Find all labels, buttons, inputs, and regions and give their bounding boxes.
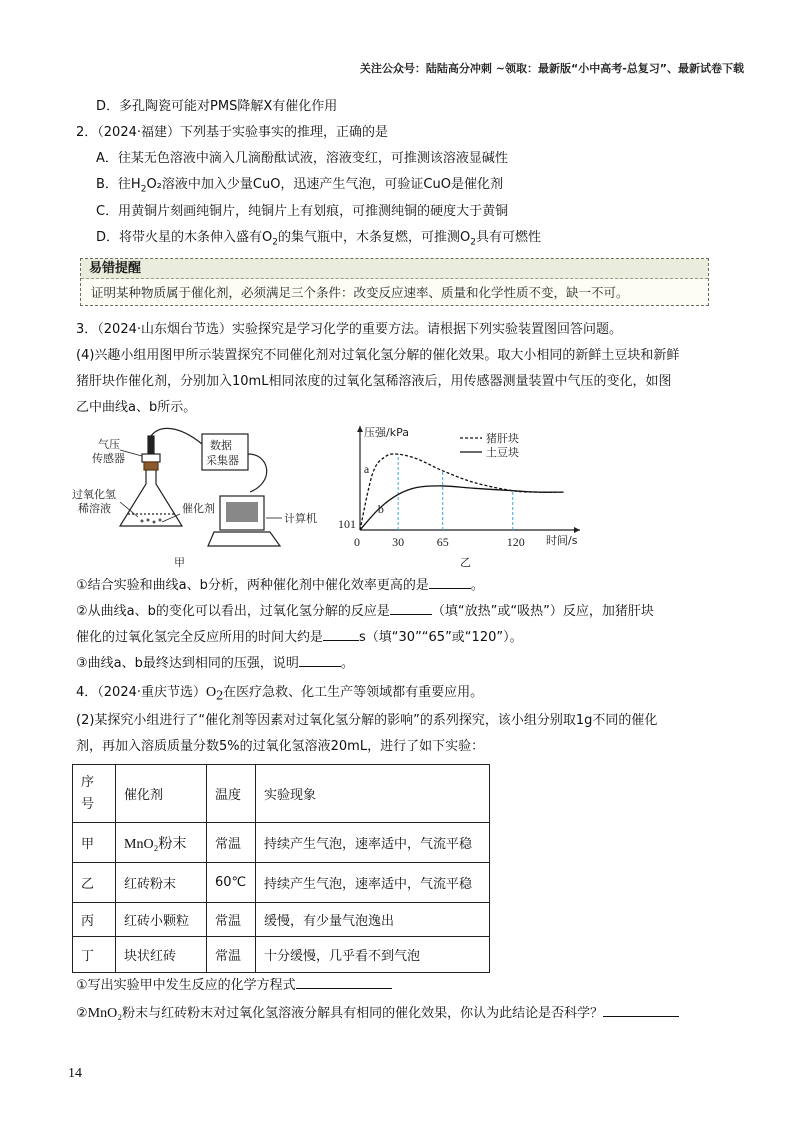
table-row bbox=[73, 937, 490, 973]
apparatus-diagram bbox=[120, 428, 282, 546]
caption-jia: 甲 bbox=[174, 556, 185, 569]
collector-cable bbox=[248, 454, 267, 492]
header-cell-phenomenon: 实验现象 bbox=[256, 765, 490, 823]
x-axis-label: 时间/s bbox=[546, 534, 578, 547]
q2-option-a: A．往某无色溶液中滴入几滴酚酞试液，溶液变红，可推测该溶液显碱性 bbox=[96, 151, 508, 166]
q3-sub1-text: ①结合实验和曲线a、b分析，两种催化剂中催化效率更高的是 bbox=[76, 578, 429, 593]
q3-p4-line3: 乙中曲线a、b所示。 bbox=[76, 400, 197, 415]
q4-sub2-pre: ② bbox=[76, 1006, 88, 1021]
table-row bbox=[73, 823, 490, 863]
catalyst-particles bbox=[141, 519, 162, 524]
q4-p2-line2: 剂，再加入溶质质量分数5%的过氧化氢溶液20mL，进行了如下实验： bbox=[76, 739, 485, 754]
cell-seq: 丁 bbox=[73, 937, 116, 973]
q2-option-b-pre: B．往H bbox=[96, 177, 141, 192]
q2-option-d-sub: 2 bbox=[272, 237, 278, 248]
q2-option-c: C．用黄铜片刻画纯铜片，纯铜片上有划痕，可推测纯铜的硬度大于黄铜 bbox=[96, 204, 509, 219]
tip-box bbox=[80, 258, 709, 306]
q4-stem bbox=[76, 684, 483, 706]
cell-seq: 丙 bbox=[73, 903, 116, 937]
q3-sub2-blank1[interactable] bbox=[390, 602, 432, 615]
sensor-head bbox=[142, 454, 160, 462]
q4-sub2-post: 粉末与红砖粉末对过氧化氢溶液分解具有相同的催化效果，你认为此结论是否科学？ bbox=[122, 1006, 604, 1021]
y-axis-label: 压强/kPa bbox=[364, 426, 409, 439]
q3-sub2-c: 催化的过氧化氢完全反应所用的时间大约是 bbox=[76, 630, 324, 645]
tip-title: 易错提醒 bbox=[81, 259, 708, 279]
legend-label: 土豆块 bbox=[486, 446, 519, 459]
cell-seq: 甲 bbox=[73, 823, 116, 863]
q4-sub2-blank[interactable] bbox=[603, 1004, 679, 1017]
x-tick-label: 65 bbox=[436, 535, 449, 549]
q4-o2: O bbox=[206, 685, 217, 700]
x-tick-label: 120 bbox=[506, 535, 525, 549]
q4-o2-sub: 2 bbox=[216, 688, 224, 704]
cell-temp: 常温 bbox=[207, 903, 256, 937]
page-number: 14 bbox=[68, 1066, 82, 1081]
cell-temp: 常温 bbox=[207, 823, 256, 863]
screen bbox=[226, 502, 258, 522]
q2-option-d bbox=[96, 229, 541, 252]
sensor-probe bbox=[148, 436, 154, 454]
q3-p4-line1: (4)兴趣小组用图甲所示装置探究不同催化剂对过氧化氢分解的催化效果。取大小相同的新鲜土豆块和新鲜 bbox=[76, 348, 680, 363]
q3-sub3-end: 。 bbox=[340, 656, 354, 671]
cell-phenomenon: 持续产生气泡，速率适中，气流平稳 bbox=[256, 823, 490, 863]
keyboard bbox=[208, 532, 280, 546]
page-header: 关注公众号：陆陆高分冲刺 ~领取：最新版“小中高考-总复习”、最新试卷下载 bbox=[359, 62, 744, 75]
header-cell-temp: 温度 bbox=[207, 765, 256, 823]
q2-option-d-pre: D．将带火星的木条伸入盛有O bbox=[96, 230, 273, 245]
q4-stem-post: 在医疗急救、化工生产等领域都有重要应用。 bbox=[223, 685, 484, 700]
q3-sub3-blank[interactable] bbox=[299, 654, 341, 667]
label-sensor-2: 传感器 bbox=[92, 452, 125, 465]
legend-label: 猪肝块 bbox=[486, 432, 519, 445]
q3-sub1-blank[interactable] bbox=[429, 576, 471, 589]
table-header-row bbox=[73, 765, 490, 823]
label-solution-2: 稀溶液 bbox=[78, 502, 111, 515]
experiment-table bbox=[72, 764, 490, 973]
label-sensor-1: 气压 bbox=[98, 438, 120, 451]
pressure-chart bbox=[338, 426, 580, 569]
q3-sub1-end: 。 bbox=[470, 578, 484, 593]
q2-option-d-sub2: 2 bbox=[470, 237, 476, 248]
x-axis-arrow bbox=[574, 527, 580, 533]
q4-sub2-mno2: MnO₂ bbox=[87, 1006, 123, 1021]
q1-option-d: D．多孔陶瓷可能对PMS降解X有催化作用 bbox=[96, 99, 338, 114]
cell-catalyst: 红砖小颗粒 bbox=[116, 903, 207, 937]
q4-sub2 bbox=[76, 1004, 679, 1023]
x-tick-label: 0 bbox=[354, 535, 360, 549]
figure bbox=[70, 422, 590, 572]
q3-sub2-d: s（填“30”“65”或“120”）。 bbox=[359, 630, 523, 645]
q3-sub1 bbox=[76, 576, 484, 595]
table-row bbox=[73, 863, 490, 903]
q4-sub1 bbox=[76, 976, 392, 995]
cell-seq: 乙 bbox=[73, 863, 116, 903]
reference-lines bbox=[398, 454, 513, 530]
caption-yi: 乙 bbox=[460, 556, 471, 569]
q3-sub2-line1 bbox=[76, 602, 654, 621]
q4-p2-line1: (2)某探究小组进行了“催化剂等因素对过氧化氢分解的影响”的系列探究，该小组分别取1g不同的催化 bbox=[76, 713, 658, 728]
q3-p4-line2: 猪肝块作催化剂，分别加入10mL相同浓度的过氧化氢稀溶液后，用传感器测量装置中气压的变化，如图 bbox=[76, 374, 672, 389]
q2-option-d-post: 具有可燃性 bbox=[475, 230, 541, 245]
solution-leader bbox=[120, 502, 138, 517]
cell-temp: 60℃ bbox=[207, 863, 256, 903]
cell-phenomenon: 缓慢，有少量气泡逸出 bbox=[256, 903, 490, 937]
label-computer: 计算机 bbox=[284, 512, 317, 525]
q4-sub1-blank[interactable] bbox=[296, 976, 392, 989]
x-tick-label: 30 bbox=[392, 535, 405, 549]
cell-catalyst: 红砖粉末 bbox=[116, 863, 207, 903]
header-seq-text: 序号 bbox=[81, 774, 95, 812]
y-start-label: 101 bbox=[338, 517, 356, 531]
cell-catalyst: MnO₂粉末 bbox=[116, 823, 207, 863]
tick-labels bbox=[354, 535, 525, 549]
legend bbox=[460, 431, 519, 459]
q3-sub3-text: ③曲线a、b最终达到相同的压强，说明 bbox=[76, 656, 299, 671]
header-cell-seq bbox=[73, 765, 116, 823]
table-row bbox=[73, 903, 490, 937]
q2-option-d-mid: 的集气瓶中，木条复燃，可推测O bbox=[277, 230, 471, 245]
q3-sub3 bbox=[76, 654, 354, 673]
q4-stem-pre: 4．（2024·重庆节选） bbox=[76, 685, 206, 700]
label-collector-1: 数据 bbox=[210, 439, 232, 452]
label-collector-2: 采集器 bbox=[206, 454, 239, 467]
q2-option-b-sub: 2 bbox=[140, 184, 147, 195]
tip-text: 证明某种物质属于催化剂，必须满足三个条件：改变反应速率、质量和化学性质不变，缺一不可。 bbox=[91, 285, 629, 300]
q2-stem: 2．（2024·福建）下列基于实验事实的推理，正确的是 bbox=[76, 125, 388, 140]
stopper bbox=[144, 462, 158, 470]
q3-sub2-b: （填“放热”或“吸热”）反应，加猪肝块 bbox=[431, 604, 654, 619]
label-catalyst: 催化剂 bbox=[182, 502, 215, 515]
q2-option-b bbox=[96, 176, 503, 199]
header-cell-catalyst: 催化剂 bbox=[116, 765, 207, 823]
curve-label-a: a bbox=[363, 462, 370, 477]
q3-sub2-a: ②从曲线a、b的变化可以看出，过氧化氢分解的反应是 bbox=[76, 604, 390, 619]
series-lines bbox=[360, 454, 564, 530]
q2-option-b-post: O₂溶液中加入少量CuO，迅速产生气泡，可验证CuO是催化剂 bbox=[146, 177, 503, 192]
cell-catalyst: 块状红砖 bbox=[116, 937, 207, 973]
q3-sub2-line2 bbox=[76, 628, 523, 647]
y-axis-arrow bbox=[357, 426, 363, 432]
cell-temp: 常温 bbox=[207, 937, 256, 973]
series-line-b bbox=[360, 486, 564, 530]
cell-phenomenon: 十分缓慢，几乎看不到气泡 bbox=[256, 937, 490, 973]
cell-phenomenon: 持续产生气泡，速率适中，气流平稳 bbox=[256, 863, 490, 903]
q3-sub2-blank2[interactable] bbox=[323, 628, 359, 641]
apparatus-labels bbox=[72, 437, 317, 569]
sensor-cable bbox=[151, 428, 202, 444]
q4-sub1-text: ①写出实验甲中发生反应的化学方程式 bbox=[76, 978, 296, 993]
label-solution-1: 过氧化氢 bbox=[72, 488, 116, 501]
q3-stem: 3．（2024·山东烟台节选）实验探究是学习化学的重要方法。请根据下列实验装置图回答问题。 bbox=[76, 322, 622, 337]
curve-label-b: b bbox=[377, 501, 384, 516]
